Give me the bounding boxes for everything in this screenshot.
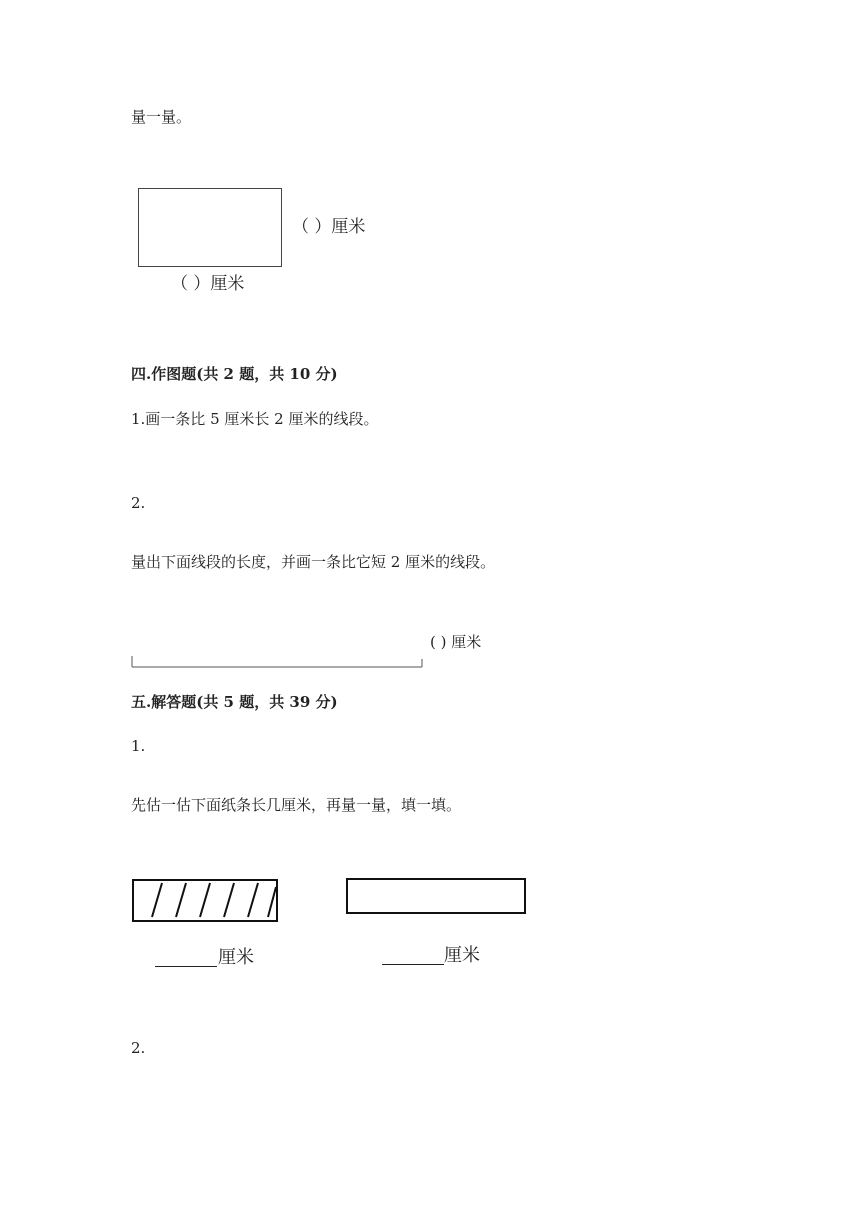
section-4-heading: 四.作图题(共 2 题，共 10 分) bbox=[131, 365, 338, 383]
hatched-paper-strip bbox=[132, 879, 278, 922]
answer-underline-left bbox=[155, 966, 217, 967]
rectangle-height-blank: （ ）厘米 bbox=[292, 217, 366, 237]
unit-label-left: 厘米 bbox=[218, 947, 254, 968]
section-5-question-1-text: 先估一估下面纸条长几厘米，再量一量，填一填。 bbox=[131, 796, 462, 814]
section-4-question-2-text: 量出下面线段的长度，并画一条比它短 2 厘米的线段。 bbox=[131, 553, 496, 571]
plain-paper-strip bbox=[346, 878, 526, 914]
measure-rectangle bbox=[138, 188, 282, 267]
section-5-question-2-number: 2. bbox=[131, 1039, 146, 1057]
section-4-question-1: 1.画一条比 5 厘米长 2 厘米的线段。 bbox=[131, 410, 379, 428]
segment-length-blank: ( ) 厘米 bbox=[430, 633, 482, 651]
section-4-question-2-number: 2. bbox=[131, 494, 146, 512]
line-segment-to-measure bbox=[130, 655, 426, 669]
measure-instruction: 量一量。 bbox=[131, 108, 192, 126]
section-5-heading: 五.解答题(共 5 题，共 39 分) bbox=[131, 693, 338, 711]
hatch-lines bbox=[134, 881, 278, 922]
section-5-question-1-number: 1. bbox=[131, 737, 146, 755]
rectangle-width-blank: （ ）厘米 bbox=[171, 274, 245, 294]
answer-underline-right bbox=[382, 964, 444, 965]
unit-label-right: 厘米 bbox=[444, 945, 480, 966]
